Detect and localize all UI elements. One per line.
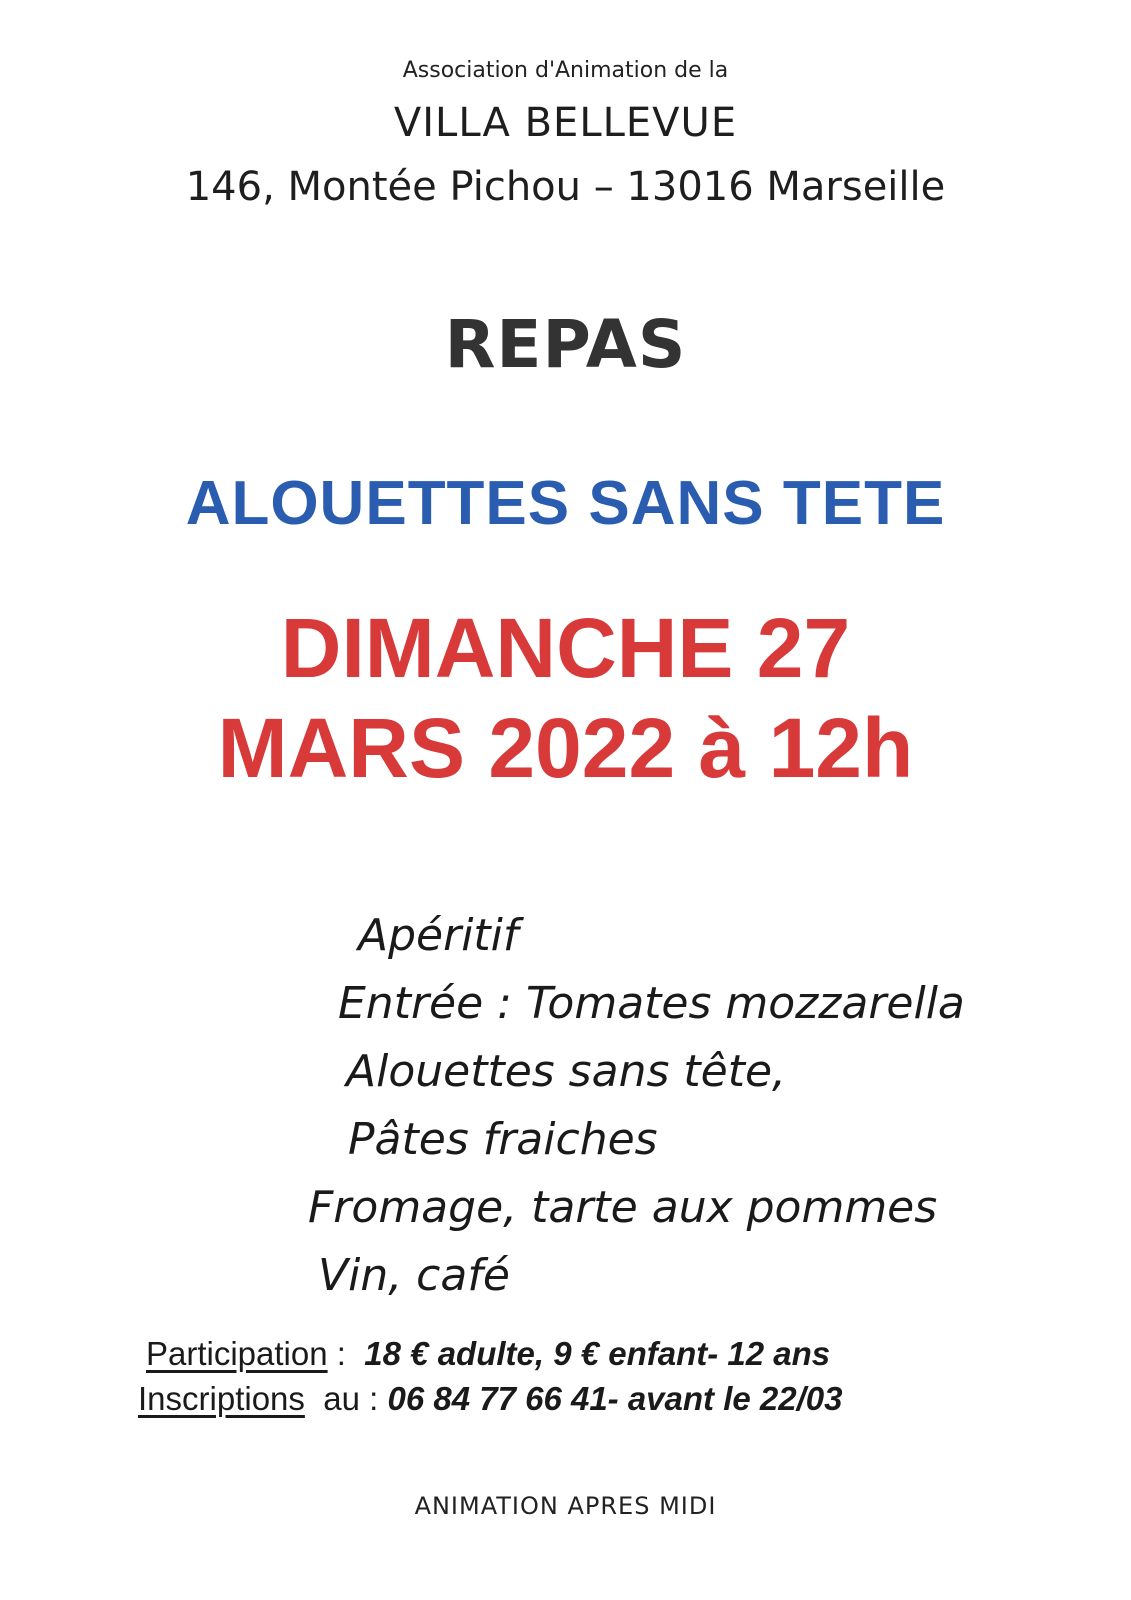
menu-item: Entrée : Tomates mozzarella [338, 978, 965, 1029]
event-date-line-2: MARS 2022 à 12h [217, 701, 914, 795]
menu-item: Alouettes sans tête, [346, 1046, 786, 1097]
menu-item: Pâtes fraiches [348, 1114, 658, 1165]
inscriptions-label: Inscriptions [138, 1380, 305, 1417]
event-title: REPAS [444, 306, 687, 383]
inscriptions-line [138, 1380, 842, 1418]
menu-item: Vin, café [318, 1250, 510, 1301]
inscriptions-separator: au : [304, 1380, 388, 1417]
menu-item: Fromage, tarte aux pommes [308, 1182, 938, 1233]
participation-separator: : [327, 1335, 365, 1372]
participation-line [146, 1335, 830, 1373]
venue-address: 146, Montée Pichou – 13016 Marseille [185, 164, 946, 210]
participation-label: Participation [146, 1335, 328, 1372]
association-name: Association d'Animation de la [402, 58, 729, 83]
participation-price: 18 € adulte, 9 € enfant- 12 ans [364, 1335, 831, 1372]
menu-item: Apéritif [358, 910, 519, 961]
event-date-line-1: DIMANCHE 27 [280, 601, 851, 695]
afternoon-animation: ANIMATION APRES MIDI [414, 1492, 717, 1520]
event-dish: ALOUETTES SANS TETE [185, 469, 946, 538]
inscriptions-phone: 06 84 77 66 41- avant le 22/03 [387, 1380, 843, 1417]
venue-name: VILLA BELLEVUE [393, 100, 738, 146]
